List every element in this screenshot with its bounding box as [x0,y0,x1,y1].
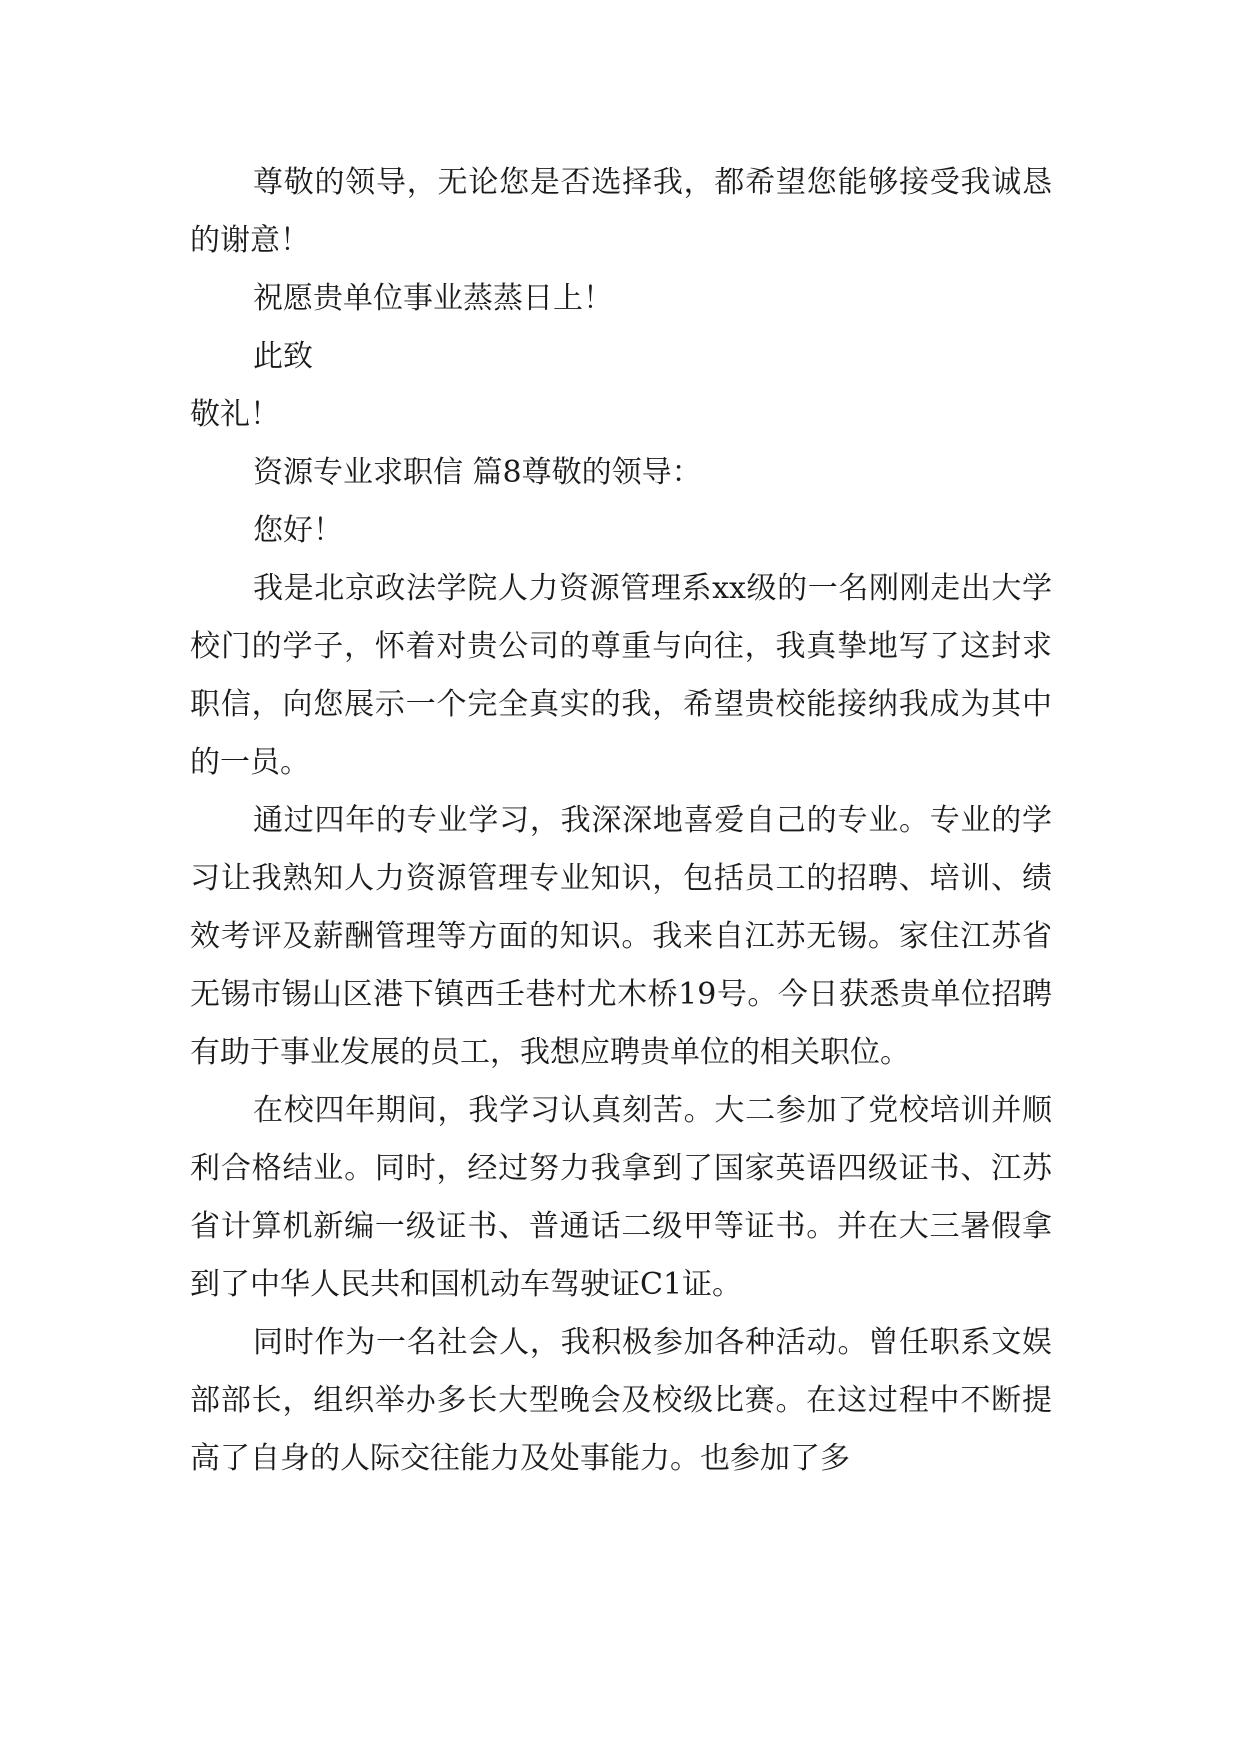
regards-line: 敬礼！ [190,397,280,432]
section-heading: 资源专业求职信 篇8尊敬的领导： [253,455,702,490]
achievement-paragraph: 在校四年期间，我学习认真刻苦。大二参加了党校培训并顺利合格结业。同时，经过努力我拿到了国家英语四级证书、江苏省计算机新编一级证书、普通话二级甲等证书。并在大三暑假拿到了中华人民共和国机动车驾驶证C1证。 [190,1093,1052,1302]
closing-paragraph: 尊敬的领导，无论您是否选择我，都希望您能够接受我诚恳的谢意！ [190,165,1052,258]
wish-paragraph: 祝愿贵单位事业蒸蒸日上！ [253,281,613,316]
intro-paragraph: 我是北京政法学院人力资源管理系xx级的一名刚刚走出大学校门的学子，怀着对贵公司的尊重与向往，我真挚地写了这封求职信，向您展示一个完全真实的我，希望贵校能接纳我成为其中的一员。 [190,571,1052,780]
document-body [190,154,1052,1488]
greeting-line: 您好！ [253,513,343,548]
study-paragraph: 通过四年的专业学习，我深深地喜爱自己的专业。专业的学习让我熟知人力资源管理专业知识，包括员工的招聘、培训、绩效考评及薪酬管理等方面的知识。我来自江苏无锡。家住江苏省无锡市锡山区港下镇西壬巷村尤木桥19号。今日获悉贵单位招聘有助于事业发展的员工，我想应聘贵单位的相关职位。 [190,803,1052,1070]
activity-paragraph: 同时作为一名社会人，我积极参加各种活动。曾任职系文娱部部长，组织举办多长大型晚会及校级比赛。在这过程中不断提高了自身的人际交往能力及处事能力。也参加了多 [190,1325,1052,1476]
salutation-line: 此致 [253,339,313,374]
